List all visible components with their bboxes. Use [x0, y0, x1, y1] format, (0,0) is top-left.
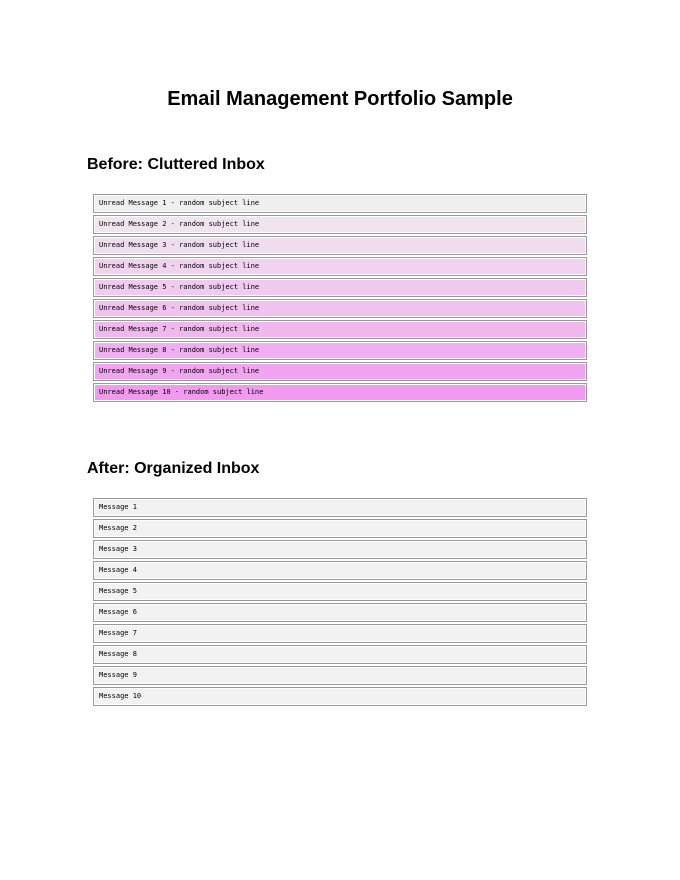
- unread-message-row[interactable]: Unread Message 5 - random subject line: [93, 278, 587, 297]
- message-row[interactable]: Message 5: [93, 582, 587, 601]
- message-row[interactable]: Message 8: [93, 645, 587, 664]
- message-row[interactable]: Message 2: [93, 519, 587, 538]
- unread-message-row[interactable]: Unread Message 4 - random subject line: [93, 257, 587, 276]
- unread-message-row[interactable]: Unread Message 2 - random subject line: [93, 215, 587, 234]
- message-row[interactable]: Message 4: [93, 561, 587, 580]
- before-section-heading: Before: Cluttered Inbox: [87, 156, 265, 173]
- message-row[interactable]: Message 6: [93, 603, 587, 622]
- after-section-heading: After: Organized Inbox: [87, 460, 260, 477]
- unread-message-row[interactable]: Unread Message 9 - random subject line: [93, 362, 587, 381]
- unread-message-row[interactable]: Unread Message 3 - random subject line: [93, 236, 587, 255]
- message-row[interactable]: Message 1: [93, 498, 587, 517]
- message-row[interactable]: Message 3: [93, 540, 587, 559]
- organized-inbox-list: [93, 498, 587, 708]
- page-title: Email Management Portfolio Sample: [167, 88, 513, 110]
- message-row[interactable]: Message 10: [93, 687, 587, 706]
- message-row[interactable]: Message 9: [93, 666, 587, 685]
- message-row[interactable]: Message 7: [93, 624, 587, 643]
- unread-message-row[interactable]: Unread Message 6 - random subject line: [93, 299, 587, 318]
- unread-message-row[interactable]: Unread Message 1 - random subject line: [93, 194, 587, 213]
- unread-message-row[interactable]: Unread Message 10 - random subject line: [93, 383, 587, 402]
- unread-message-row[interactable]: Unread Message 7 - random subject line: [93, 320, 587, 339]
- cluttered-inbox-list: [93, 194, 587, 404]
- unread-message-row[interactable]: Unread Message 8 - random subject line: [93, 341, 587, 360]
